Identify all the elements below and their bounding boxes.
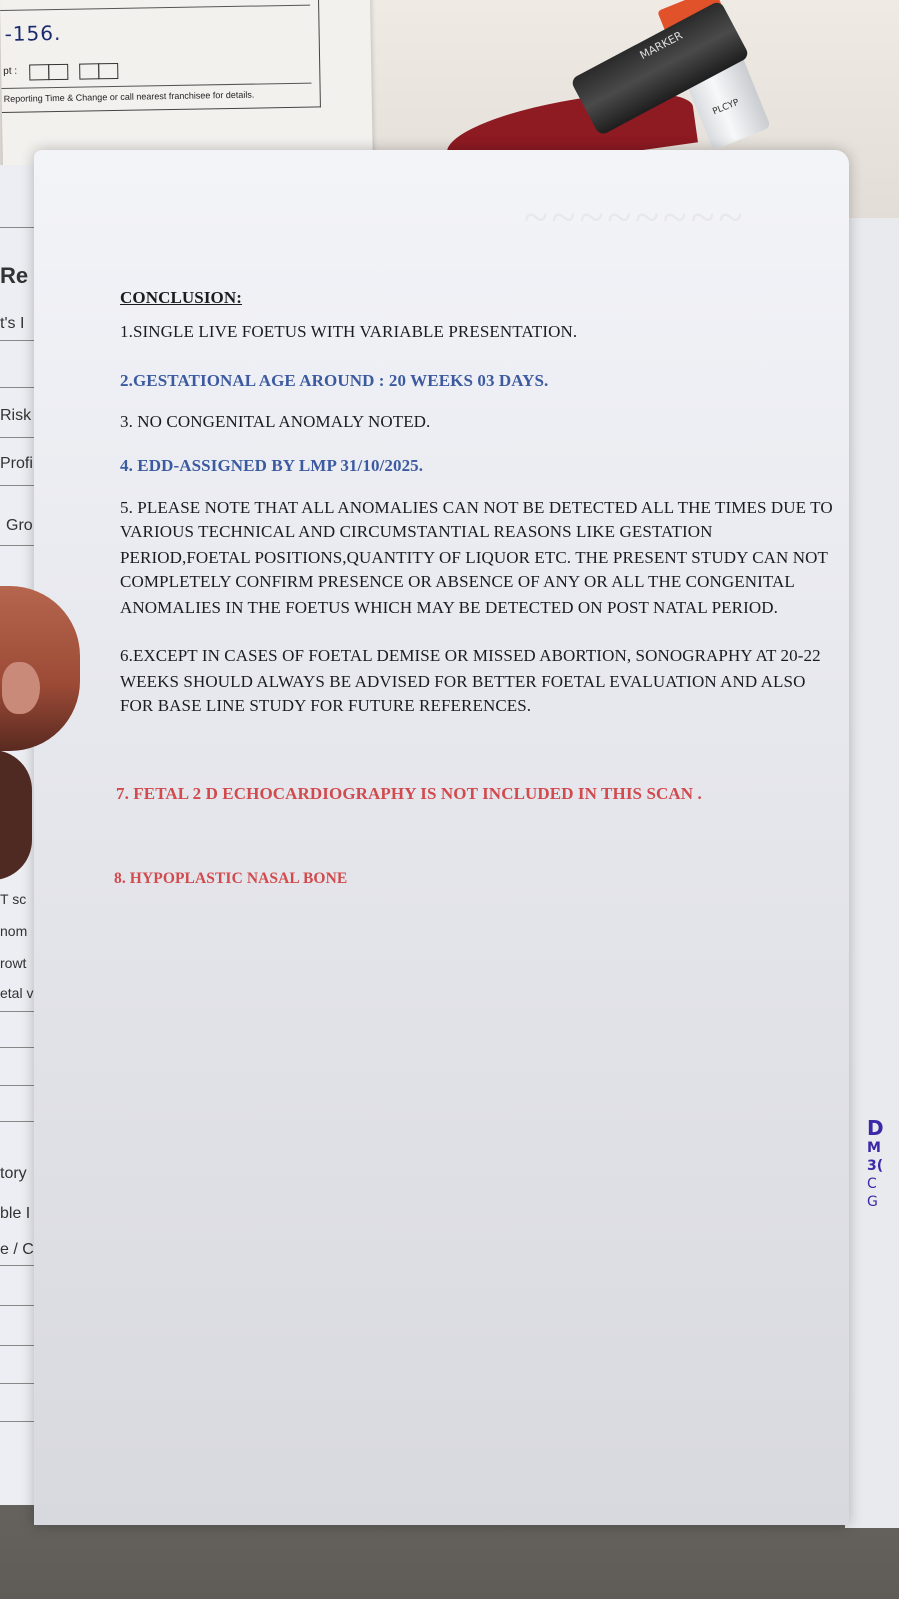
form-fragment: e / C xyxy=(0,1241,34,1258)
form-fragment: Risk xyxy=(0,407,32,424)
conclusion-item-7: 7. FETAL 2 D ECHOCARDIOGRAPHY IS NOT INCLUDED IN THIS SCAN . xyxy=(116,784,702,803)
slip-pt-label: pt : xyxy=(3,65,18,77)
conclusion-item-5-line: PERIOD,FOETAL POSITIONS,QUANTITY OF LIQUOR ETC. THE PRESENT STUDY CAN NOT xyxy=(120,548,828,567)
conclusion-item-1: 1.SINGLE LIVE FOETUS WITH VARIABLE PRESENTATION. xyxy=(120,322,578,341)
slip-checkbox xyxy=(48,64,68,80)
conclusion-item-8: 8. HYPOPLASTIC NASAL BONE xyxy=(114,870,348,887)
receipt-slip xyxy=(0,0,373,168)
slip-checkbox xyxy=(29,64,49,80)
form-fragment: T sc xyxy=(0,891,27,907)
vial-label: PLCYP xyxy=(711,97,741,118)
form-fragment: rowt xyxy=(0,955,27,971)
conclusion-item-3: 3. NO CONGENITAL ANOMALY NOTED. xyxy=(120,412,431,431)
conclusion-item-5-line: ANOMALIES IN THE FOETUS WHICH MAY BE DETECTED ON POST NATAL PERIOD. xyxy=(120,598,778,617)
conclusion-title: CONCLUSION: xyxy=(120,288,243,307)
form-fragment: Profi xyxy=(0,455,33,472)
slip-checkbox xyxy=(79,63,99,79)
fingernail xyxy=(2,662,40,714)
form-fragment: t's I xyxy=(0,315,25,332)
form-fragment: ble I xyxy=(0,1205,31,1222)
stamp-fragment: M xyxy=(867,1140,881,1156)
form-fragment: Gro xyxy=(6,517,33,534)
form-fragment: Re xyxy=(0,263,29,288)
conclusion-item-5-line: COMPLETELY CONFIRM PRESENCE OR ABSENCE OF ANY OR ALL THE CONGENITAL xyxy=(120,572,795,591)
slip-checkbox xyxy=(98,63,118,79)
stamp-fragment: G xyxy=(867,1194,878,1210)
slip-number: -156. xyxy=(4,20,62,46)
marker-label: MARKER xyxy=(637,28,685,63)
stamp-fragment: C xyxy=(867,1176,877,1192)
conclusion-item-5-line: 5. PLEASE NOTE THAT ALL ANOMALIES CAN NOT BE DETECTED ALL THE TIMES DUE TO xyxy=(120,498,833,517)
right-underlying-page xyxy=(845,218,899,1528)
conclusion-item-4: 4. EDD-ASSIGNED BY LMP 31/10/2025. xyxy=(120,456,424,475)
slip-footer: Reporting Time & Change or call nearest franchisee for details. xyxy=(3,89,255,104)
stamp-fragment: 3( xyxy=(867,1158,884,1174)
report-page xyxy=(34,150,849,1525)
conclusion-item-6-line: FOR BASE LINE STUDY FOR FUTURE REFERENCES. xyxy=(120,696,532,715)
stamp-fragment: D xyxy=(867,1116,884,1140)
conclusion-item-6-line: 6.EXCEPT IN CASES OF FOETAL DEMISE OR MISSED ABORTION, SONOGRAPHY AT 20-22 xyxy=(120,646,821,665)
form-fragment: etal v xyxy=(0,985,34,1001)
form-fragment: nom xyxy=(0,923,28,939)
conclusion-item-5-line: VARIOUS TECHNICAL AND CIRCUMSTANTIAL REASONS LIKE GESTATION xyxy=(120,522,713,541)
form-fragment: tory xyxy=(0,1165,27,1182)
bleed-through-ghost: ~~~~~~~~ xyxy=(524,193,747,242)
conclusion-item-2: 2.GESTATIONAL AGE AROUND : 20 WEEKS 03 DAYS. xyxy=(120,371,549,390)
conclusion-item-6-line: WEEKS SHOULD ALWAYS BE ADVISED FOR BETTER FOETAL EVALUATION AND ALSO xyxy=(120,672,806,691)
